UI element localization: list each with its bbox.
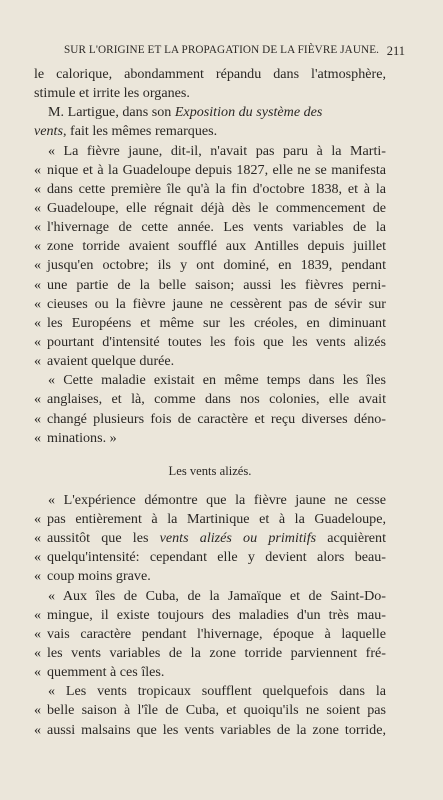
text-line: « zone torride avaient soufflé aux Antilles depuis juillet (34, 238, 386, 255)
text-line: « avaient quelque durée. (34, 353, 175, 370)
text-line: « aussi malsains que les vents variables de la zone torride, (34, 721, 386, 738)
body-text (34, 65, 386, 740)
text-line: « vais caractère pendant l'hivernage, époque à laquelle (34, 625, 386, 642)
text-line: « Guadeloupe, elle régnait déjà dès le commencement de (34, 199, 386, 216)
text-line: M. Lartigue, dans son Exposition du système des (48, 104, 323, 121)
text-line: « anglaises, et là, comme dans nos colonies, elle avait (34, 391, 386, 408)
page-number: 211 (386, 44, 405, 58)
running-header (34, 44, 409, 60)
section-heading: Les vents alizés. (168, 463, 252, 478)
text-line: « aussitôt que les vents alizés ou primitifs acquièrent (34, 530, 386, 547)
text-line: « nique et à la Guadeloupe depuis 1827, elle ne se manifesta (34, 161, 386, 178)
text-line: « coup moins grave. (34, 568, 151, 585)
text-line: « les vents variables de la zone torride parviennent fré- (34, 644, 386, 661)
text-line: « Les vents tropicaux soufflent quelquefois dans la (48, 683, 386, 700)
text-line: « Cette maladie existait en même temps dans les îles (48, 372, 386, 389)
text-line: « jusqu'en octobre; ils y ont dominé, en 1839, pendant (34, 257, 386, 274)
text-line: « belle saison à l'île de Cuba, et quoiqu'ils ne soient pas (34, 702, 386, 719)
text-line: « les Européens et même sur les créoles, en diminuant (34, 314, 386, 331)
text-line: « pas entièrement à la Martinique et à la Guadeloupe, (34, 510, 386, 527)
text-line: « mingue, il existe toujours des maladies d'un très mau- (34, 606, 386, 623)
text-line: « l'hivernage de cette année. Les vents variables de la (34, 219, 386, 236)
text-line: « changé plusieurs fois de caractère et reçu diverses déno- (34, 410, 386, 427)
text-line: le calorique, abondamment répandu dans l'atmosphère, (34, 66, 386, 82)
text-line: « pourtant d'intensité toutes les fois que les vents alizés (34, 333, 386, 350)
text-line: « une partie de la belle saison; aussi les fièvres perni- (34, 276, 386, 293)
text-line: « cieuses ou la fièvre jaune ne cessèrent pas de sévir sur (34, 295, 386, 312)
running-title: SUR L'ORIGINE ET LA PROPAGATION DE LA FIÈVRE JAUNE. (63, 44, 380, 56)
text-line: « L'expérience démontre que la fièvre jaune ne cesse (48, 491, 386, 508)
text-line: « quemment à ces îles. (34, 664, 165, 681)
text-line: vents, fait les mêmes remarques. (34, 123, 218, 140)
text-line: « Aux îles de Cuba, de la Jamaïque et de Saint-Do- (48, 587, 386, 604)
text-line: « minations. » (34, 429, 117, 446)
text-line: « quelqu'intensité: cependant elle y devient alors beau- (34, 549, 386, 566)
text-line: stimule et irrite les organes. (34, 85, 190, 102)
text-line: « dans cette première île qu'à la fin d'octobre 1838, et à la (34, 180, 386, 197)
text-line: « La fièvre jaune, dit-il, n'avait pas paru à la Marti- (48, 142, 386, 159)
